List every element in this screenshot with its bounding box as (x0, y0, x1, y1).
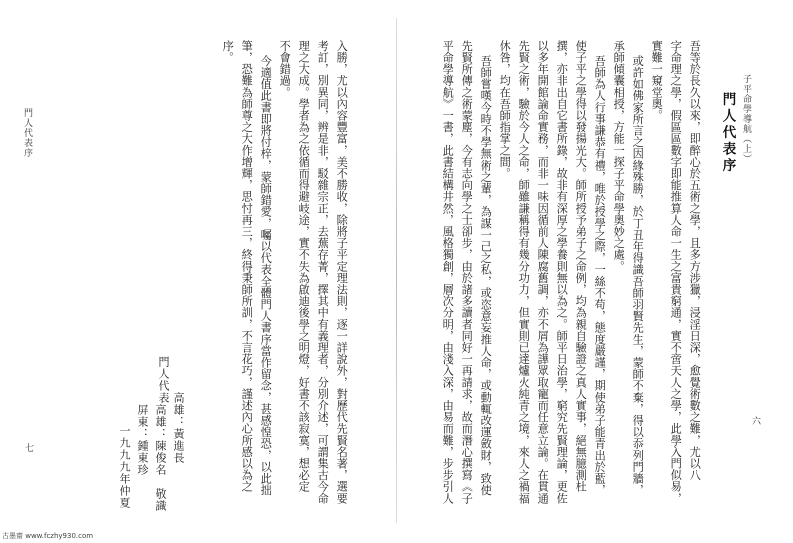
signature-name: 高雄：黃進長 (172, 392, 185, 464)
running-header: 子平命學導航（上） (741, 74, 751, 164)
text-column: 序。 (221, 40, 235, 64)
signature-group: 門人代表 (157, 356, 170, 404)
text-column: 使子平之學得以發揚光大。師所授予弟子之命例，均為親自驗證之真人實事，絕無臆測杜 (574, 40, 588, 493)
text-column: 入勝，尤以內容豐富，美不勝收，除將子平定理法則，逐一詳說外，對歷代先賢名著，選要 (335, 40, 349, 504)
text-column: 吾師為人行事謙恭有禮，唯於授學之際，一絲不苟，態度嚴謹，期使弟子能青出於藍， (593, 55, 607, 496)
text-column: 字命理之學，假區區數字即能推算人命一生之富貴窮通，實不啻天人之學，此學入門似易， (669, 40, 683, 504)
text-column: 平命學導航》一書，此書結構井然，風格獨創，層次分明，由淺入深，由易而難，步步引人 (441, 40, 455, 504)
site-watermark: 古墨齋 www.fczhy930.com (2, 532, 94, 540)
text-column: 吾等於長久以來，即醉心於五術之學，且多方涉獵，浸淫日深，愈覺術數之難，尤以八 (688, 40, 702, 481)
text-column: 不會錯過。 (278, 40, 292, 98)
text-column: 先賢所傳之術蒙塵，今有志向學之士卻步，由於諸多讀者同好一再請求，故而潛心撰寫《子 (460, 40, 474, 504)
preface-title: 門人代表序 (719, 92, 736, 175)
text-column: 筆，恐難為師尊之大作增輝，思忖再三，終得秉師所訓，不言花巧，謹述內心所感以為之 (240, 40, 254, 493)
text-column: 承師傾囊相授，方能一探子平命學奧妙之處。 (612, 40, 626, 272)
text-column: 或許如佛家所言之因緣殊勝，於丁丑年得識吾師羽賢先生，蒙師不棄，得以忝列門牆， (631, 55, 645, 496)
signature-name: 屏東：鍾東珍 (136, 404, 149, 476)
text-column: 考訂，別異同，辨是非，駁雜宗正，去蕪存菁，擇其中有義理者，分別介述，可謂集古今命 (316, 40, 330, 504)
text-column: 休咎，均在吾師指掌之間。 (498, 40, 512, 180)
signature-date: 一九九九年仲夏 (118, 425, 131, 509)
signature-name: 高雄：陳俊名 敬識 (154, 404, 167, 512)
text-column: 撰，亦非出自它書所錄，故非有深厚之學養則無以為之。師平日治學，窮究先賢理論，更佐 (555, 40, 569, 504)
text-column: 吾師嘗嘆今時不學無術之輩，為謀一己之私，或恣意妄推人命，或動輒改運斂財，致使 (479, 55, 493, 496)
right-page (397, 0, 793, 543)
text-column: 理之大成。學者為之依循而得避岐途，實不失為啟迪後學之明燈，好書不該寂寞，想必定 (297, 40, 311, 493)
page-number-left: 七 (25, 444, 35, 454)
text-column: 以多年開館論命實務，而非一味因循前人陳腐舊調，亦不屑為譁眾取寵而任意立論。在貫通 (536, 40, 550, 504)
page-number-right: 六 (752, 417, 762, 427)
text-column: 實難一窺堂奧。 (650, 40, 664, 122)
text-column: 先賢之術，驗於今人之命，師雖謙稱得有幾分功力，但實則已達爐火純青之境，來人之禍福 (517, 40, 531, 504)
running-footer: 門人代表序 (22, 108, 32, 158)
text-column: 今適值此書即將付梓，蒙師錯愛，囑以代表全體門人書序當作留念，甚感惶恐，以此拙 (259, 55, 273, 496)
